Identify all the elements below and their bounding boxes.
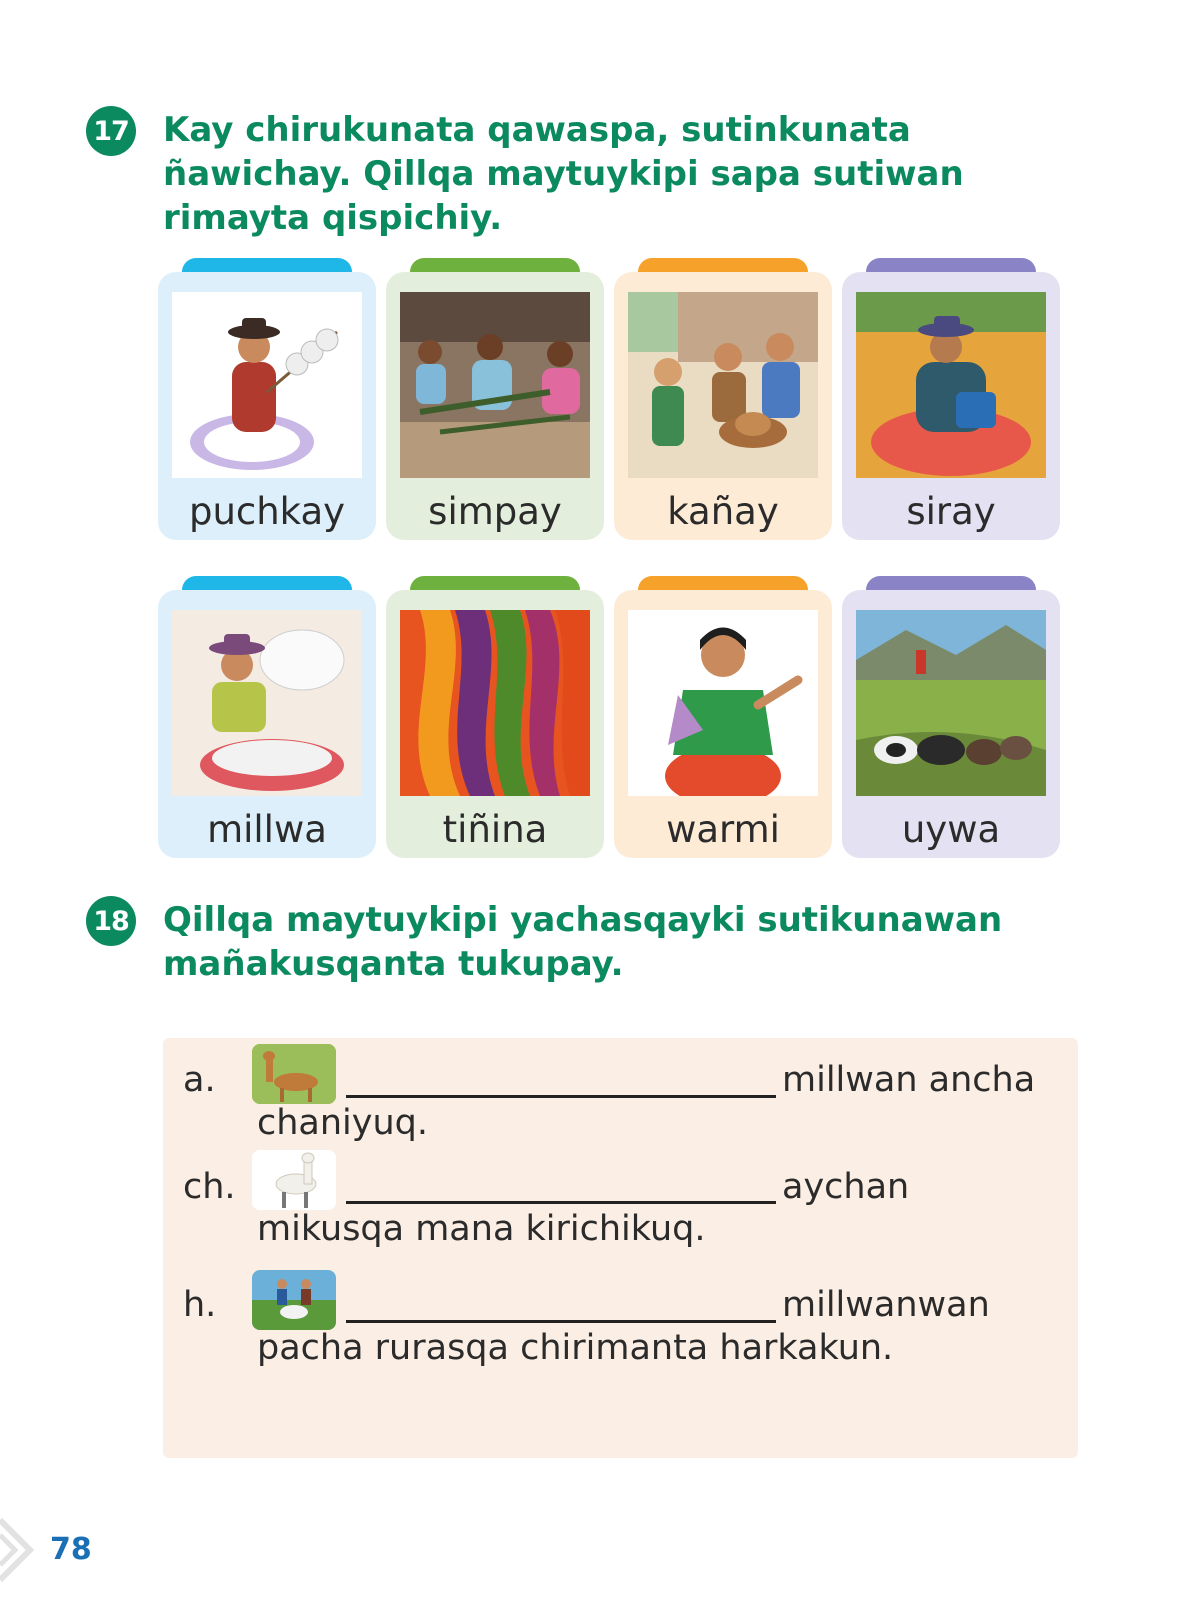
- spinning-woman-icon: [172, 292, 362, 478]
- alpaca-icon: [252, 1150, 336, 1210]
- sewing-woman-icon: [856, 292, 1046, 478]
- card-tinina: [386, 576, 604, 851]
- exercise-18-instruction: Qillqa maytuykipi yachasqayki sutikunawan mañakusqanta tukupay.: [163, 900, 1003, 984]
- item-letter: a.: [183, 1060, 216, 1100]
- card-millwa: [158, 576, 376, 851]
- item-continuation: pacha rurasqa chirimanta harkakun.: [257, 1328, 894, 1368]
- shearing-people-icon: [252, 1270, 336, 1330]
- exercise-17-number: 17: [86, 106, 136, 156]
- item-after-blank: millwanwan: [782, 1285, 990, 1325]
- card-label: siray: [906, 490, 996, 533]
- dyed-yarn-icon: [400, 610, 590, 796]
- card-label: puchkay: [188, 490, 346, 533]
- card-label: warmi: [666, 808, 780, 851]
- item-after-blank: aychan: [782, 1167, 910, 1207]
- card-label: kañay: [667, 490, 779, 533]
- card-label: tiñina: [442, 808, 548, 851]
- card-label: simpay: [428, 490, 562, 533]
- answer-blank-a[interactable]: [346, 1095, 776, 1098]
- item-continuation: mikusqa mana kirichikuq.: [257, 1209, 706, 1249]
- exercise-17-instruction: Kay chirukunata qawaspa, sutinkunata ñawichay. Qillqa maytuykipi sapa sutiwan rimayta qispichiy.: [163, 110, 964, 238]
- corner-ornament-icon: [0, 1500, 46, 1600]
- item-letter: h.: [183, 1285, 217, 1325]
- card-label: uywa: [901, 808, 1001, 851]
- card-kanay: [614, 258, 832, 533]
- answer-blank-h[interactable]: [346, 1320, 776, 1323]
- page-number: 78: [50, 1532, 92, 1567]
- braiding-women-icon: [400, 292, 590, 478]
- card-warmi: [614, 576, 832, 851]
- pointing-woman-icon: [628, 610, 818, 796]
- card-puchkay: [158, 258, 376, 533]
- wool-washing-woman-icon: [172, 610, 362, 796]
- livestock-herd-icon: [856, 610, 1046, 796]
- card-uywa: [842, 576, 1060, 851]
- item-continuation: chaniyuq.: [257, 1103, 429, 1143]
- card-simpay: [386, 258, 604, 533]
- vicuna-icon: [252, 1044, 336, 1104]
- card-label: millwa: [207, 808, 327, 851]
- exercise-18-number: 18: [86, 896, 136, 946]
- pottery-children-icon: [628, 292, 818, 478]
- item-letter: ch.: [183, 1167, 236, 1207]
- card-siray: [842, 258, 1060, 533]
- item-after-blank: millwan ancha: [782, 1060, 1036, 1100]
- answer-blank-ch[interactable]: [346, 1201, 776, 1204]
